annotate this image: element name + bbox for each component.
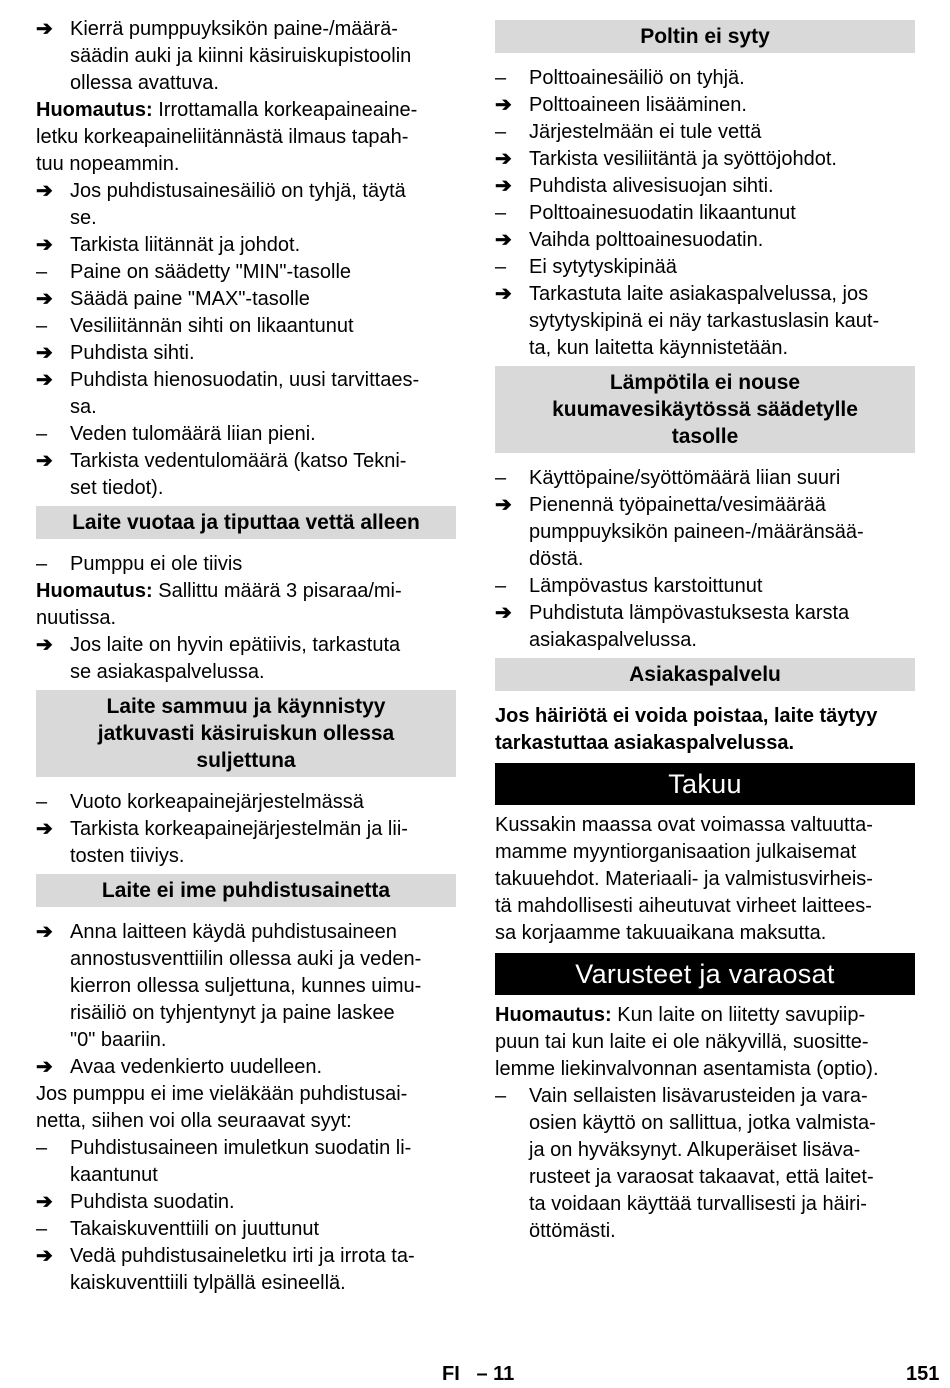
- text-line: Veden tulomäärä liian pieni.: [70, 423, 316, 445]
- action-step: [36, 919, 456, 1054]
- action-step: [36, 340, 456, 367]
- dash-bullet-icon: –: [495, 121, 507, 143]
- text-line: Asiakaspalvelu: [629, 663, 781, 686]
- note-text: nuutissa.: [36, 607, 117, 629]
- text-line: Vesiliitännän sihti on likaantunut: [70, 315, 354, 337]
- text-line: döstä.: [529, 548, 584, 570]
- text-line: Tarkista korkeapainejärjestelmän ja lii-: [70, 818, 408, 840]
- body-paragraph: [36, 1081, 456, 1135]
- text-line: Paine on säädetty "MIN"-tasolle: [70, 261, 352, 283]
- arrow-right-icon: ➔: [36, 818, 53, 840]
- text-line: Kussakin maassa ovat voimassa valtuutta-: [495, 814, 873, 836]
- text-line: kaantunut: [70, 1164, 158, 1186]
- text-line: kierron ollessa suljettuna, kunnes uimu-: [70, 975, 422, 997]
- text-line: Jos laite on hyvin epätiivis, tarkastuta: [70, 634, 401, 656]
- text-line: netta, siihen voi olla seuraavat syyt:: [36, 1110, 352, 1132]
- text-line: asiakaspalvelussa.: [529, 629, 697, 651]
- text-line: [36, 578, 456, 605]
- action-step: [495, 492, 915, 573]
- text-line: ollessa avattuva.: [70, 72, 219, 94]
- action-step: [495, 173, 915, 200]
- dash-bullet-icon: –: [495, 256, 507, 278]
- arrow-right-icon: ➔: [495, 94, 512, 116]
- text-line: Laite ei ime puhdistusainetta: [101, 879, 391, 902]
- text-line: öttömästi.: [529, 1220, 616, 1242]
- text-line: mamme myyntiorganisaation julkaisemat: [495, 841, 857, 863]
- section-heading: [36, 506, 456, 539]
- fault-cause: [36, 421, 456, 448]
- action-step: [36, 1054, 456, 1081]
- text-line: sytytyskipinä ei näy tarkastuslasin kaut-: [529, 310, 880, 332]
- page-number: 151: [906, 1363, 940, 1385]
- fault-cause: [495, 65, 915, 92]
- text-line: [36, 151, 456, 178]
- text-line: Puhdistuta lämpövastuksesta karsta: [529, 602, 850, 624]
- text-line: takuuehdot. Materiaali- ja valmistusvirheis-: [495, 868, 873, 890]
- text-line: Puhdista hienosuodatin, uusi tarvittaes-: [70, 369, 420, 391]
- action-step: [36, 16, 456, 97]
- text-line: annostusventtiilin ollessa auki ja veden-: [70, 948, 422, 970]
- fault-cause: [495, 1083, 915, 1245]
- dash-bullet-icon: –: [36, 791, 48, 813]
- text-line: Polttoainesäiliö on tyhjä.: [529, 67, 745, 89]
- note-text: tuu nopeammin.: [36, 153, 180, 175]
- text-line: Käyttöpaine/syöttömäärä liian suuri: [529, 467, 841, 489]
- arrow-right-icon: ➔: [495, 494, 512, 516]
- text-line: Kierrä pumppuyksikön paine-/määrä-: [70, 18, 398, 40]
- text-line: se.: [70, 207, 97, 229]
- action-step: [495, 146, 915, 173]
- text-line: Lämpötila ei nouse: [609, 371, 801, 394]
- text-line: Anna laitteen käydä puhdistusaineen: [70, 921, 397, 943]
- chapter-heading: [495, 763, 915, 805]
- arrow-right-icon: ➔: [36, 180, 53, 202]
- note-text: Irrottamalla korkeapaineaine-: [152, 99, 418, 121]
- text-line: Säädä paine "MAX"-tasolle: [70, 288, 310, 310]
- section-heading: [495, 20, 915, 53]
- text-line: risäiliö on tyhjentynyt ja paine laskee: [70, 1002, 395, 1024]
- action-step: [36, 1189, 456, 1216]
- arrow-right-icon: ➔: [36, 342, 53, 364]
- section-heading: [36, 690, 456, 777]
- action-step: [495, 600, 915, 654]
- arrow-right-icon: ➔: [36, 634, 53, 656]
- text-line: Tarkista vedentulomäärä (katso Tekni-: [70, 450, 407, 472]
- arrow-right-icon: ➔: [495, 283, 512, 305]
- text-line: Takuu: [668, 769, 742, 799]
- text-line: Polttoaineen lisääminen.: [529, 94, 747, 116]
- text-line: osien käyttö on sallittua, jotka valmista-: [529, 1112, 876, 1134]
- text-line: Pumppu ei ole tiivis: [70, 553, 243, 575]
- fault-cause: [36, 1135, 456, 1189]
- text-line: Jos häiriötä ei voida poistaa, laite täytyy: [495, 705, 878, 727]
- arrow-right-icon: ➔: [36, 921, 53, 943]
- dash-bullet-icon: –: [495, 1085, 507, 1107]
- note-text: puun tai kun laite ei ole näkyvillä, suosittе-: [495, 1031, 869, 1053]
- text-line: Vain sellaisten lisävarusteiden ja vara-: [529, 1085, 868, 1107]
- text-line: Poltin ei syty: [640, 25, 770, 48]
- action-step: [495, 92, 915, 119]
- chapter-heading: [495, 953, 915, 995]
- arrow-right-icon: ➔: [495, 602, 512, 624]
- emphasis-paragraph: [495, 703, 915, 757]
- arrow-right-icon: ➔: [495, 229, 512, 251]
- text-line: tä mahdollisesti aiheutuvat virheet laittees-: [495, 895, 872, 917]
- fault-cause: [495, 254, 915, 281]
- text-line: set tiedot).: [70, 477, 164, 499]
- text-line: ta voidaan käyttää turvallisesti ja häiri-: [529, 1193, 867, 1215]
- note-text: letku korkeapaineliitännästä ilmaus tapah-: [36, 126, 409, 148]
- text-line: Puhdista suodatin.: [70, 1191, 235, 1213]
- text-line: tasolle: [671, 425, 739, 448]
- text-line: Polttoainesuodatin likaantunut: [529, 202, 796, 224]
- action-step: [495, 281, 915, 362]
- text-line: [495, 1056, 915, 1083]
- fault-cause: [36, 313, 456, 340]
- text-line: Jos puhdistusainesäiliö on tyhjä, täytä: [70, 180, 406, 202]
- note-label: Huomautus:: [36, 99, 153, 121]
- text-line: Tarkista vesiliitäntä ja syöttöjohdot.: [529, 148, 837, 170]
- text-line: [36, 605, 456, 632]
- text-line: Varusteet ja varaosat: [575, 959, 835, 989]
- text-line: Jos pumppu ei ime vieläkään puhdistusai-: [36, 1083, 408, 1105]
- text-line: suljettuna: [196, 749, 296, 772]
- note-paragraph: [495, 1002, 915, 1083]
- section-heading: [36, 874, 456, 907]
- text-line: Järjestelmään ei tule vettä: [529, 121, 762, 143]
- text-line: Tarkastuta laite asiakaspalvelussa, jos: [529, 283, 869, 305]
- text-line: [495, 1029, 915, 1056]
- arrow-right-icon: ➔: [495, 175, 512, 197]
- dash-bullet-icon: –: [36, 1137, 48, 1159]
- text-line: säädin auki ja kiinni käsiruiskupistoolin: [70, 45, 412, 67]
- note-label: Huomautus:: [495, 1004, 612, 1026]
- text-line: Vuoto korkeapainejärjestelmässä: [70, 791, 364, 813]
- text-line: se asiakaspalvelussa.: [70, 661, 265, 683]
- text-line: kaiskuventtiili tylpällä esineellä.: [70, 1272, 346, 1294]
- text-line: jatkuvasti käsiruiskun ollessa: [97, 722, 395, 745]
- dash-bullet-icon: –: [36, 553, 48, 575]
- action-step: [495, 227, 915, 254]
- dash-bullet-icon: –: [36, 1218, 48, 1240]
- action-step: [36, 286, 456, 313]
- text-line: Puhdista alivesisuojan sihti.: [529, 175, 774, 197]
- text-line: Vedä puhdistusaineletku irti ja irrota ta-: [70, 1245, 415, 1267]
- action-step: [36, 232, 456, 259]
- note-paragraph: [36, 578, 456, 632]
- arrow-right-icon: ➔: [36, 288, 53, 310]
- text-line: rusteet ja varaosat takaavat, että laitet-: [529, 1166, 874, 1188]
- arrow-right-icon: ➔: [495, 148, 512, 170]
- section-heading: [495, 366, 915, 453]
- text-line: tosten tiiviys.: [70, 845, 185, 867]
- text-line: kuumavesikäytössä säädetylle: [552, 398, 858, 421]
- fault-cause: [36, 259, 456, 286]
- text-line: [36, 97, 456, 124]
- text-line: [36, 124, 456, 151]
- action-step: [36, 632, 456, 686]
- text-line: [495, 1002, 915, 1029]
- arrow-right-icon: ➔: [36, 234, 53, 256]
- right-column: [495, 16, 915, 1245]
- text-line: ta, kun laitetta käynnistetään.: [529, 337, 789, 359]
- arrow-right-icon: ➔: [36, 1191, 53, 1213]
- text-line: Puhdista sihti.: [70, 342, 195, 364]
- text-line: Puhdistusaineen imuletkun suodatin li-: [70, 1137, 412, 1159]
- text-line: Laite sammuu ja käynnistyy: [106, 695, 386, 718]
- body-paragraph: [495, 812, 915, 947]
- dash-bullet-icon: –: [495, 67, 507, 89]
- dash-bullet-icon: –: [36, 261, 48, 283]
- dash-bullet-icon: –: [36, 315, 48, 337]
- text-line: ja on hyväksynyt. Alkuperäiset lisäva-: [529, 1139, 861, 1161]
- text-line: sa.: [70, 396, 97, 418]
- text-line: Lämpövastus karstoittunut: [529, 575, 763, 597]
- text-line: Pienennä työpainetta/vesimäärää: [529, 494, 826, 516]
- footer-section-label: FI – 11: [442, 1363, 515, 1385]
- arrow-right-icon: ➔: [36, 1056, 53, 1078]
- arrow-right-icon: ➔: [36, 1245, 53, 1267]
- note-paragraph: [36, 97, 456, 178]
- text-line: Ei sytytyskipinää: [529, 256, 677, 278]
- dash-bullet-icon: –: [495, 202, 507, 224]
- fault-cause: [36, 1216, 456, 1243]
- left-column: [36, 16, 456, 1297]
- text-line: sa korjaamme takuuaikana maksutta.: [495, 922, 827, 944]
- text-line: Avaa vedenkierto uudelleen.: [70, 1056, 323, 1078]
- note-text: Kun laite on liitetty savupiip-: [611, 1004, 866, 1026]
- text-line: Vaihda polttoainesuodatin.: [529, 229, 764, 251]
- action-step: [36, 367, 456, 421]
- text-line: "0" baariin.: [70, 1029, 167, 1051]
- action-step: [36, 816, 456, 870]
- action-step: [36, 178, 456, 232]
- fault-cause: [495, 465, 915, 492]
- action-step: [36, 448, 456, 502]
- text-line: Laite vuotaa ja tiputtaa vettä alleen: [72, 511, 420, 534]
- text-line: Tarkista liitännät ja johdot.: [70, 234, 301, 256]
- arrow-right-icon: ➔: [36, 18, 53, 40]
- dash-bullet-icon: –: [36, 423, 48, 445]
- fault-cause: [36, 789, 456, 816]
- dash-bullet-icon: –: [495, 467, 507, 489]
- note-text: Sallittu määrä 3 pisaraa/mi-: [152, 580, 402, 602]
- arrow-right-icon: ➔: [36, 369, 53, 391]
- note-text: lemme liekinvalvonnan asentamista (optio).: [495, 1058, 879, 1080]
- text-line: pumppuyksikön paineen-/määränsää-: [529, 521, 864, 543]
- text-line: Takaiskuventtiili on juuttunut: [70, 1218, 320, 1240]
- fault-cause: [495, 573, 915, 600]
- text-line: tarkastuttaa asiakaspalvelussa.: [495, 732, 795, 754]
- note-label: Huomautus:: [36, 580, 153, 602]
- action-step: [36, 1243, 456, 1297]
- fault-cause: [36, 551, 456, 578]
- fault-cause: [495, 200, 915, 227]
- fault-cause: [495, 119, 915, 146]
- dash-bullet-icon: –: [495, 575, 507, 597]
- arrow-right-icon: ➔: [36, 450, 53, 472]
- section-heading: [495, 658, 915, 691]
